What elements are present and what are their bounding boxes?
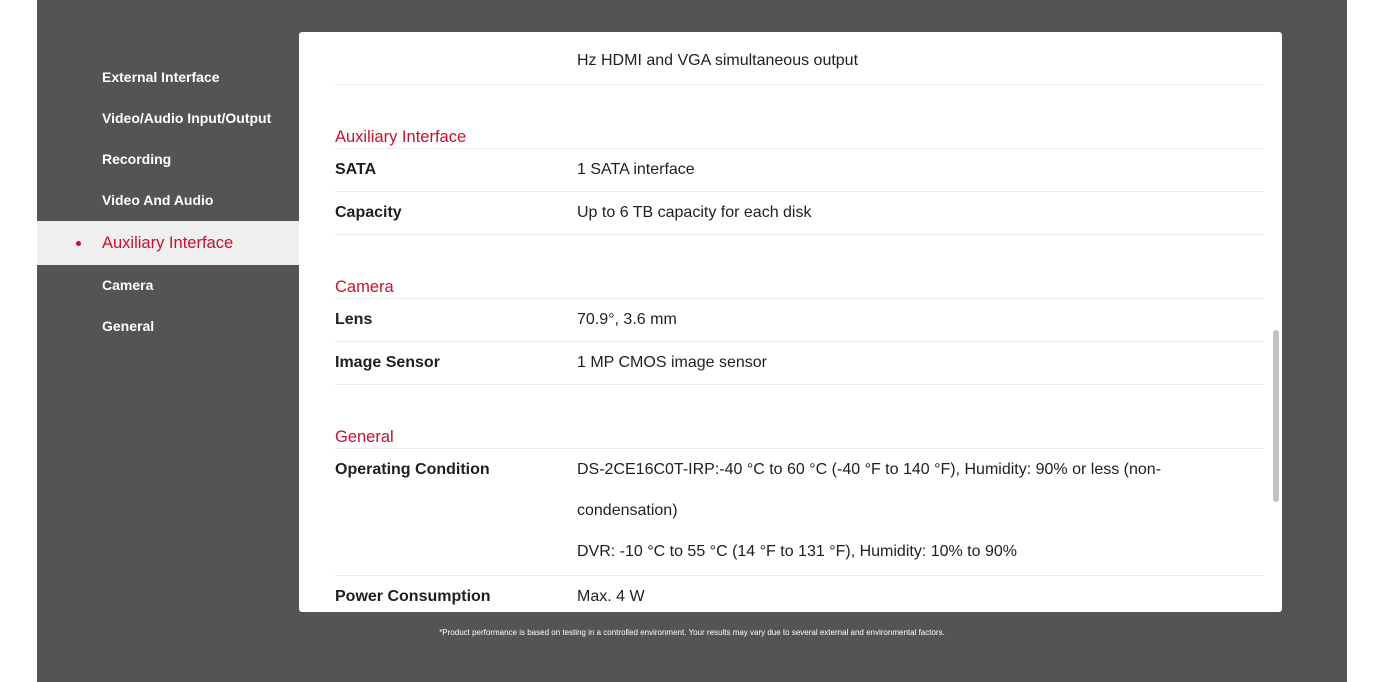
section-title-camera: Camera [335, 276, 1264, 299]
spec-row [335, 32, 1264, 85]
sidebar-item-recording[interactable] [37, 139, 299, 180]
spec-sidebar-nav [37, 57, 299, 347]
sidebar-item-label: Video And Audio [102, 192, 214, 208]
spec-value-line: DVR: -10 °C to 55 °C (14 °F to 131 °F), Humidity: 10% to 90% [577, 543, 1017, 560]
section-title-auxiliary: Auxiliary Interface [335, 126, 1264, 149]
sidebar-item-video-and-audio[interactable] [37, 180, 299, 221]
scrollbar-thumb[interactable] [1273, 330, 1279, 502]
spec-row [335, 449, 1264, 576]
spec-value: 1 MP CMOS image sensor [577, 354, 767, 371]
spec-content [335, 32, 1264, 612]
disclaimer-footnote: *Product performance is based on testing in a controlled environment. Your results may vary due to several external and environmental factors. [439, 628, 945, 637]
spec-value: 1 SATA interface [577, 161, 695, 178]
spec-section [37, 0, 1347, 682]
spec-label: SATA [335, 161, 377, 178]
spec-label: Power Consumption [335, 588, 491, 605]
spec-value-line: DS-2CE16C0T-IRP:-40 °C to 60 °C (-40 °F to 140 °F), Humidity: 90% or less (non- [577, 461, 1162, 478]
spec-value [577, 439, 1264, 575]
sidebar-item-auxiliary-interface[interactable] [37, 221, 299, 265]
spec-value: Up to 6 TB capacity for each disk [577, 204, 812, 221]
sidebar-item-label: Auxiliary Interface [102, 234, 234, 252]
sidebar-item-camera[interactable] [37, 265, 299, 306]
active-dot-icon [76, 241, 81, 246]
sidebar-item-label: Video/Audio Input/Output [102, 110, 272, 126]
spec-label: Operating Condition [335, 461, 490, 478]
spec-label: Image Sensor [335, 354, 440, 371]
sidebar-item-label: General [102, 318, 155, 334]
spec-value: Max. 4 W [577, 588, 645, 605]
sidebar-item-label: Camera [102, 277, 154, 293]
spec-row [335, 149, 1264, 192]
spec-row [335, 192, 1264, 235]
sidebar-item-label: Recording [102, 151, 172, 167]
spec-row [335, 299, 1264, 342]
spec-value: Hz HDMI and VGA simultaneous output [577, 52, 859, 69]
spec-label: Capacity [335, 204, 402, 221]
sidebar-item-general[interactable] [37, 306, 299, 347]
spec-label: Lens [335, 311, 373, 328]
spec-row [335, 576, 1264, 612]
section-title-general: General [335, 426, 1264, 449]
spec-panel[interactable] [299, 32, 1282, 612]
sidebar-item-external-interface[interactable] [37, 57, 299, 98]
spec-value-line: condensation) [577, 502, 678, 519]
scrollbar[interactable] [1273, 32, 1279, 612]
spec-value: 70.9°, 3.6 mm [577, 311, 677, 328]
spec-row [335, 342, 1264, 385]
sidebar-item-video-audio-io[interactable] [37, 98, 299, 139]
sidebar-item-label: External Interface [102, 69, 220, 85]
